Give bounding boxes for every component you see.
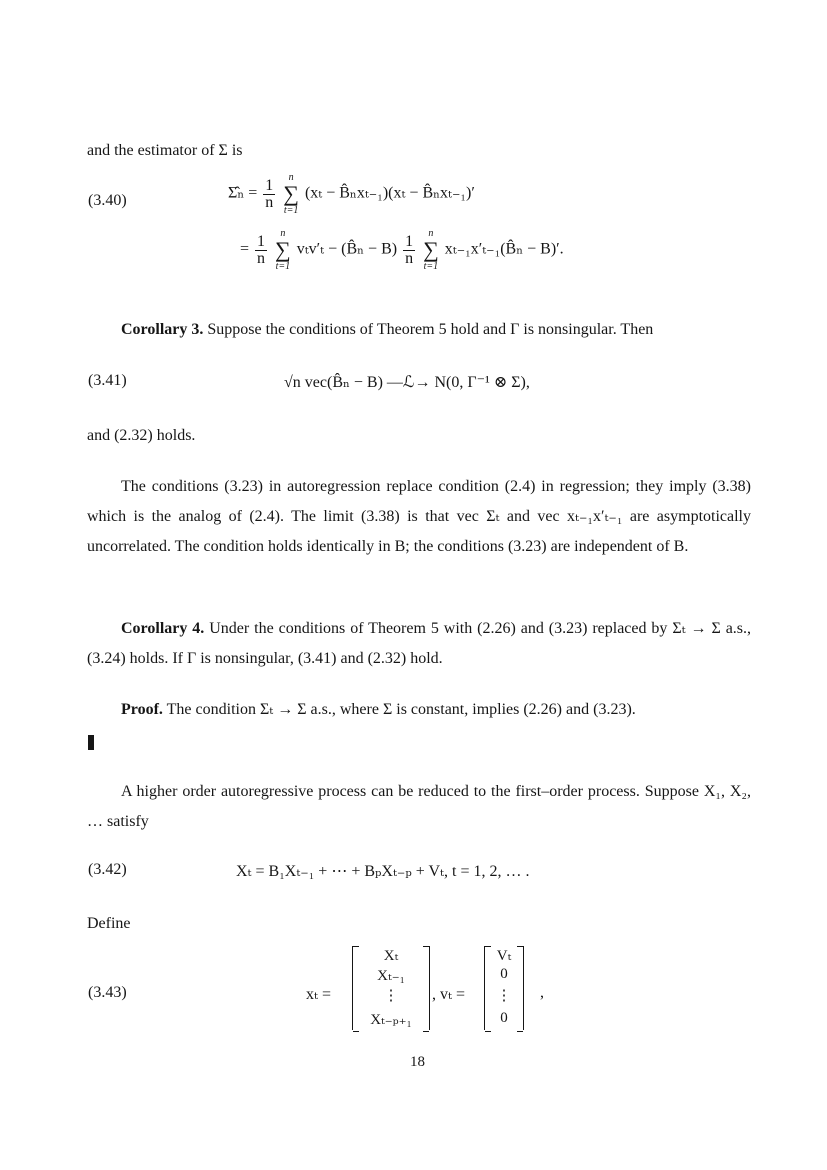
- summation: n ∑ t=1: [423, 228, 439, 272]
- equation-number-3-40: (3.40): [88, 192, 127, 209]
- intro-text: and the estimator of Σ is: [87, 142, 243, 159]
- corollary-3: [121, 320, 653, 340]
- holds-text: and (2.32) holds.: [87, 427, 196, 444]
- summation: n ∑ t=1: [275, 228, 291, 272]
- x-vector-matrix: [352, 946, 430, 1030]
- eq343-end: ,: [540, 984, 544, 1001]
- corollary-3-text: Suppose the conditions of Theorem 5 hold and Γ is nonsingular. Then: [207, 321, 654, 338]
- proof-heading: Proof.: [121, 701, 163, 718]
- corollary-4-text: Under the conditions of Theorem 5 with (2.26) and (3.23) replaced by Σₜ → Σ a.s., (3.24) holds. If Γ is nonsingular, (3.41) and (2.32) hold.: [87, 620, 752, 667]
- summation: n ∑ t=1: [283, 172, 299, 216]
- fraction-1-over-n: $\frac{1}{n}$: [405, 232, 414, 267]
- define-text: Define: [87, 915, 131, 932]
- equation-number-3-43: (3.43): [88, 984, 127, 1001]
- equation-number-3-42: (3.42): [88, 861, 127, 878]
- proof-text: The condition Σₜ → Σ a.s., where Σ is constant, implies (2.26) and (3.23).: [166, 701, 636, 718]
- equation-3-41: √n vec(B̂ₙ − B) —ℒ→ N(0, Γ⁻¹ ⊗ Σ),: [284, 374, 530, 391]
- paragraph-conditions: The conditions (3.23) in autoregression replace condition (2.4) in regression; they imply (3.38) which is the analog of (2.4). The limit (3.38) is that vec Σₜ and vec xₜ₋₁x′ₜ₋₁ are asymptotically uncorrelated. The condition holds identically in B; the conditions (3.23) are independent of B.: [87, 478, 751, 555]
- proof: [121, 700, 636, 720]
- paragraph-higher-order: A higher order autoregressive process can be reduced to the first–order process. Suppose X₁, X₂, … satisfy: [87, 783, 751, 830]
- v-entry: ⋮: [496, 988, 512, 1004]
- fraction-1-over-n: $\frac{1}{n}$: [265, 176, 274, 211]
- v-vector-matrix: [484, 946, 524, 1030]
- qed-mark: [88, 735, 94, 750]
- equation-3-40-line-2: = $\frac{1}{n}$ n ∑ t=1 vₜv′ₜ − (B̂ₙ − B) $\frac{1}{n}$ n ∑ t=1 xₜ₋₁x′ₜ₋₁(B̂ₙ − B)′.: [240, 228, 564, 272]
- x-entry: Xₜ₋₁: [377, 968, 405, 984]
- v-entry: 0: [500, 966, 508, 982]
- equation-3-42: Xₜ = B₁Xₜ₋₁ + ⋯ + BₚXₜ₋ₚ + Vₜ, t = 1, 2, … .: [236, 863, 530, 880]
- page-number: 18: [410, 1054, 425, 1070]
- corollary-4-heading: Corollary 4.: [121, 620, 205, 637]
- eq340-line1-rhs: (xₜ − B̂ₙxₜ₋₁)(xₜ − B̂ₙxₜ₋₁)′: [304, 184, 475, 202]
- fraction-1-over-n: $\frac{1}{n}$: [257, 232, 266, 267]
- v-entry: Vₜ: [496, 948, 512, 964]
- x-entry: Xₜ₋ₚ₊₁: [370, 1012, 412, 1028]
- v-entry: 0: [500, 1010, 508, 1026]
- corollary-3-heading: Corollary 3.: [121, 321, 204, 338]
- x-entry: ⋮: [383, 988, 399, 1004]
- equation-number-3-41: (3.41): [88, 372, 127, 389]
- eq343-lhs: xₜ =: [306, 986, 331, 1003]
- corollary-4: [87, 614, 751, 674]
- x-entry: Xₜ: [383, 948, 399, 964]
- eq340-lhs: Σ̂ₙ =: [228, 184, 258, 202]
- eq343-mid: , vₜ =: [432, 986, 465, 1003]
- equation-3-40-line-1: [228, 172, 475, 216]
